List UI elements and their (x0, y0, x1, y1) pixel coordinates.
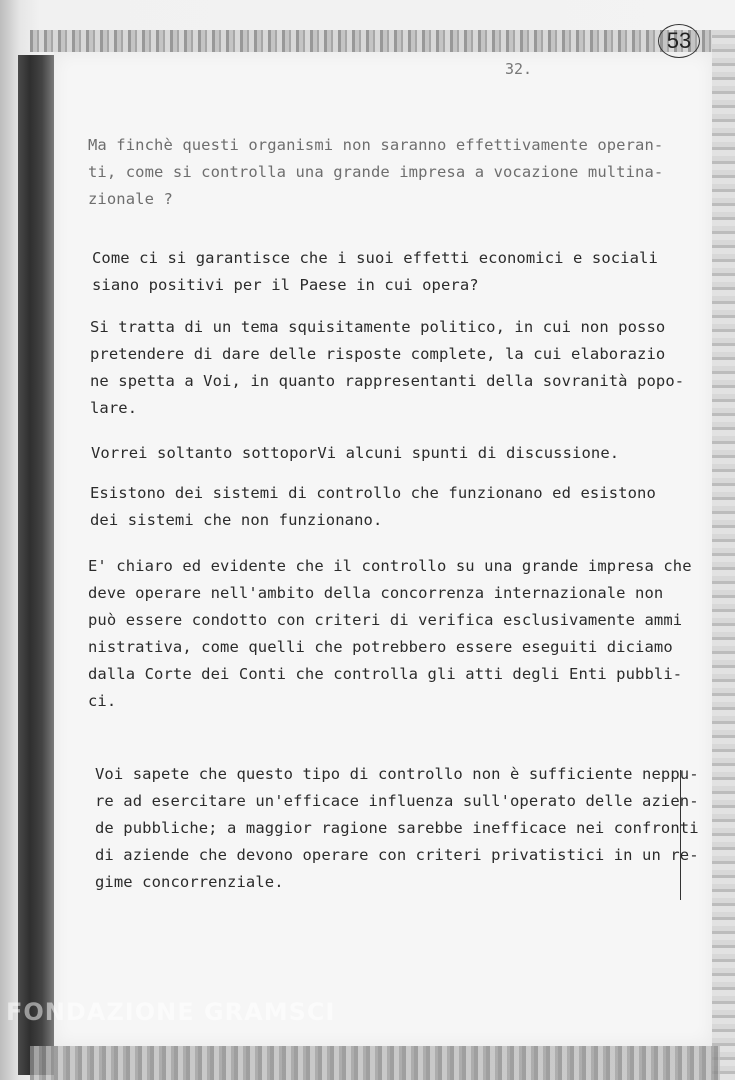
paragraph-2 (92, 245, 658, 299)
paragraph-3 (90, 314, 684, 422)
watermark: FONDAZIONE GRAMSCI (6, 998, 336, 1026)
text-line: nistrativa, come quelli che potrebbero essere eseguiti diciamo (88, 638, 673, 656)
paragraph-1 (88, 132, 663, 213)
text-line: de pubbliche; a maggior ragione sarebbe inefficace nei confronti (95, 819, 699, 837)
text-line: Si tratta di un tema squisitamente politico, in cui non posso (90, 318, 666, 336)
scan-right-edge (712, 30, 735, 1080)
text-line: può essere condotto con criteri di verifica esclusivamente ammi (88, 611, 683, 629)
text-line: re ad esercitare un'efficace influenza sull'operato delle azien- (95, 792, 699, 810)
text-line: E' chiaro ed evidente che il controllo su una grande impresa che (88, 557, 692, 575)
scan-bottom-edge (30, 1046, 720, 1080)
paragraph-7 (95, 761, 699, 896)
archive-stamp-number: 53 (658, 24, 700, 58)
text-line: dei sistemi che non funzionano. (90, 511, 383, 529)
text-line: dalla Corte dei Conti che controlla gli atti degli Enti pubbli- (88, 665, 683, 683)
text-line: gime concorrenziale. (95, 873, 284, 891)
text-line: di aziende che devono operare con criteri privatistici in un re- (95, 846, 699, 864)
text-line: siano positivi per il Paese in cui opera? (92, 276, 479, 294)
text-line: ne spetta a Voi, in quanto rappresentanti della sovranità popo- (90, 372, 685, 390)
text-line: Vorrei soltanto sottoporVi alcuni spunti di discussione. (91, 444, 620, 462)
text-line: Ma finchè questi organismi non saranno effettivamente operan- (88, 136, 664, 154)
text-line: deve operare nell'ambito della concorrenza internazionale non (88, 584, 664, 602)
text-line: lare. (90, 399, 138, 417)
scan-top-edge (30, 30, 720, 52)
text-line: ci. (88, 692, 117, 710)
page-number: 32. (505, 60, 533, 78)
margin-bracket-mark (670, 770, 681, 900)
paragraph-6 (88, 553, 692, 715)
scan-binding-shadow (18, 55, 54, 1075)
paragraph-4 (91, 440, 619, 467)
paragraph-5 (90, 480, 656, 534)
text-line: ti, come si controlla una grande impresa a vocazione multina- (88, 163, 664, 181)
text-line: pretendere di dare delle risposte complete, la cui elaborazio (90, 345, 666, 363)
text-line: zionale ? (88, 190, 173, 208)
text-line: Voi sapete che questo tipo di controllo non è sufficiente neppu- (95, 765, 699, 783)
text-line: Come ci si garantisce che i suoi effetti economici e sociali (92, 249, 658, 267)
text-line: Esistono dei sistemi di controllo che funzionano ed esistono (90, 484, 656, 502)
